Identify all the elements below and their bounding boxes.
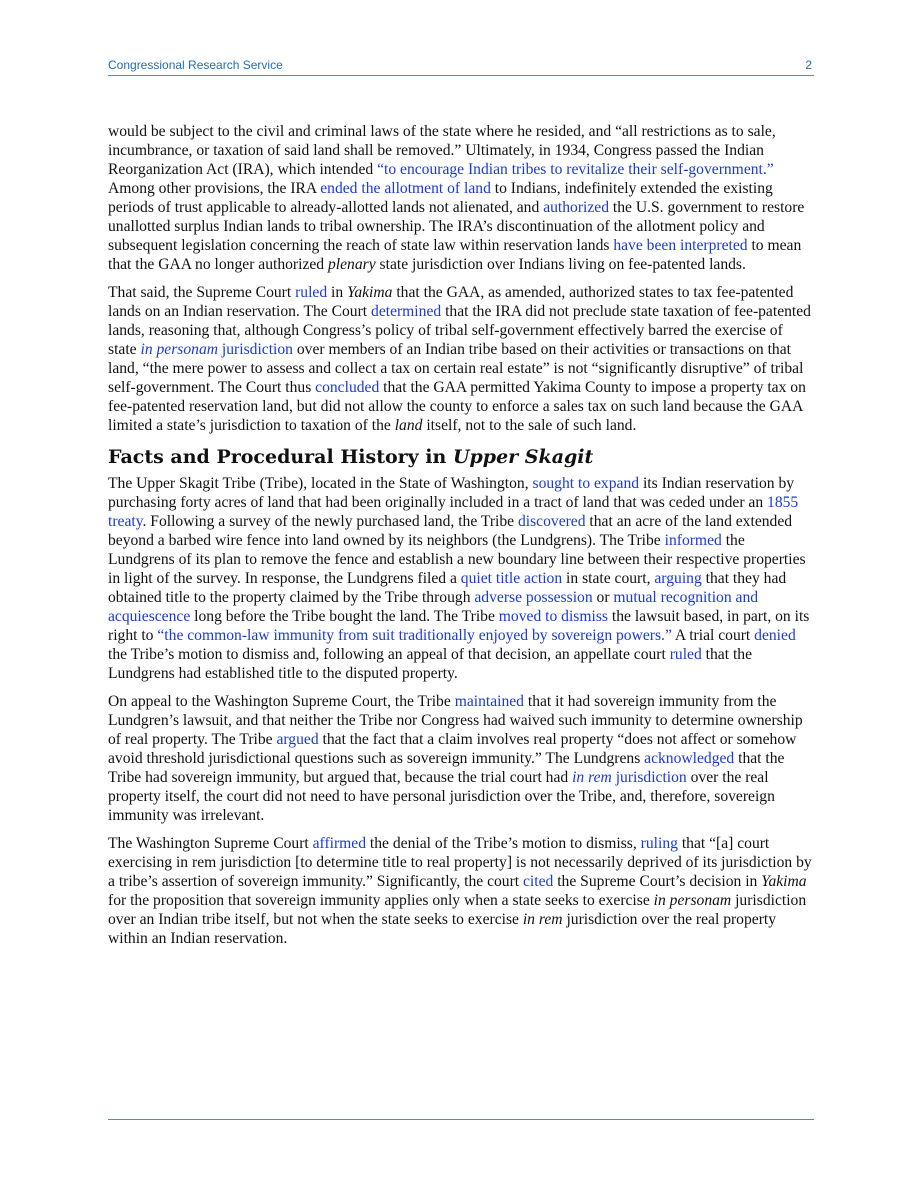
italic-link-text: in personam <box>140 341 219 358</box>
link-argued[interactable]: argued <box>276 731 319 748</box>
text: that the Tribe had sovereign immunity, but argued that, because the trial court had <box>108 750 785 786</box>
heading-italic-text: Upper Skagit <box>452 446 594 468</box>
link-concluded[interactable]: concluded <box>315 379 380 396</box>
link-arguing[interactable]: arguing <box>654 570 702 587</box>
page-header <box>108 58 814 75</box>
text: the denial of the Tribe’s motion to dismiss, <box>366 835 641 852</box>
link-sought-to-expand[interactable]: sought to expand <box>532 475 640 492</box>
paragraph-washington-ruling <box>108 834 814 948</box>
text: for the proposition that sovereign immunity applies only when a state seeks to exercise <box>108 892 654 909</box>
text: The Upper Skagit Tribe (Tribe), located in the State of Washington, <box>108 475 533 492</box>
text: or <box>592 589 614 606</box>
text: over members of an Indian tribe based on their activities or transactions on that land, “the mere power to assess and collect a tax on certain real estate” is not “significantly disruptive” of tribal self-government. The Court thus <box>108 341 804 396</box>
link-affirmed[interactable]: affirmed <box>312 835 367 852</box>
text: itself, not to the sale of such land. <box>422 417 637 434</box>
link-mutual-recognition[interactable]: mutual recognition and acquiescence <box>108 589 759 625</box>
link-cited[interactable]: cited <box>523 873 554 890</box>
link-discovered[interactable]: discovered <box>517 513 586 530</box>
link-common-law-immunity[interactable]: “the common-law immunity from suit traditionally enjoyed by sovereign powers.” <box>157 627 672 644</box>
section-heading <box>108 445 814 469</box>
text: that an acre of the land extended beyond a barbed wire fence into land owned by its neighbors (the Lundgrens). The Tribe <box>108 513 793 549</box>
text: its Indian reservation by purchasing forty acres of land that had been originally included in a tract of land that was ceded under an <box>108 475 795 511</box>
link-adverse-possession[interactable]: adverse possession <box>474 589 593 606</box>
link-acknowledged[interactable]: acknowledged <box>644 750 735 767</box>
text: that the fact that a claim involves real property “does not affect or somehow avoid threshold jurisdictional questions such as sovereign immunity.” The Lundgrens <box>108 731 797 767</box>
text: in <box>327 284 348 301</box>
italic-text: plenary <box>328 256 376 273</box>
link-ruled-appellate[interactable]: ruled <box>669 646 702 663</box>
italic-link-text: in rem <box>572 769 612 786</box>
link-maintained[interactable]: maintained <box>454 693 524 710</box>
header-divider <box>108 75 814 76</box>
text: to Indians, indefinitely extended the existing periods of trust applicable to already-allotted lands not alienated, and <box>108 180 773 216</box>
text: the Tribe’s motion to dismiss and, following an appeal of that decision, an appellate court <box>108 646 670 663</box>
page-number: 2 <box>805 58 812 72</box>
italic-text: in personam <box>653 892 732 909</box>
text: the Supreme Court’s decision in <box>553 873 762 890</box>
text: jurisdiction over the real property within an Indian reservation. <box>108 911 777 947</box>
link-authorized[interactable]: authorized <box>543 199 609 216</box>
text: the Lundgrens of its plan to remove the fence and establish a new boundary line between their respective properties in light of the survey. In response, the Lundgrens filed a <box>108 532 806 587</box>
link-denied[interactable]: denied <box>754 627 796 644</box>
text: in state court, <box>562 570 655 587</box>
text: that the GAA permitted Yakima County to impose a property tax on fee-patented reservation land, but did not allow the county to enforce a sales tax on such land because the GAA limited a state’s jurisdiction to taxation of the <box>108 379 806 434</box>
link-in-rem-jurisdiction[interactable] <box>572 769 687 786</box>
text: over the real property itself, the court did not need to have personal jurisdiction over the Tribe, and, therefore, sovereign immunity was irrelevant. <box>108 769 775 824</box>
text: that it had sovereign immunity from the Lundgren’s lawsuit, and that neither the Tribe nor Congress had waived such immunity to determine ownership of real property. The Tribe <box>108 693 803 748</box>
link-ended-allotment[interactable]: ended the allotment of land <box>320 180 491 197</box>
link-text: jurisdiction <box>218 341 293 358</box>
footer-divider <box>108 1119 814 1120</box>
paragraph-upper-skagit-facts <box>108 474 814 683</box>
link-in-personam-jurisdiction[interactable] <box>140 341 292 358</box>
text: On appeal to the Washington Supreme Court, the Tribe <box>108 693 455 710</box>
text: that the Lundgrens had established title to the disputed property. <box>108 646 752 682</box>
text: state jurisdiction over Indians living on fee-patented lands. <box>375 256 746 273</box>
text: that they had obtained title to the property claimed by the Tribe through <box>108 570 787 606</box>
text: the U.S. government to restore unallotted surplus Indian lands to tribal ownership. The IRA’s discontinuation of the allotment policy and subsequent legislation concerning the reach of state law within reservation lands <box>108 199 805 254</box>
paragraph-washington-appeal <box>108 692 814 825</box>
paragraph-yakima <box>108 283 814 435</box>
text: that “[a] court exercising in rem jurisdiction [to determine title to real property] is not necessarily deprived of its jurisdiction by a tribe’s assertion of sovereign immunity.” Significantly, the court <box>108 835 812 890</box>
italic-text: Yakima <box>761 873 807 890</box>
text: The Washington Supreme Court <box>108 835 313 852</box>
text: A trial court <box>671 627 755 644</box>
link-text: jurisdiction <box>611 769 687 786</box>
link-1855-treaty[interactable]: 1855 treaty <box>108 494 799 530</box>
header-org-name: Congressional Research Service <box>108 58 283 72</box>
link-informed[interactable]: informed <box>664 532 722 549</box>
document-body <box>108 122 814 957</box>
italic-text: Yakima <box>347 284 393 301</box>
text: long before the Tribe bought the land. The Tribe <box>190 608 499 625</box>
link-moved-to-dismiss[interactable]: moved to dismiss <box>498 608 608 625</box>
italic-text: land <box>394 417 423 434</box>
text: Among other provisions, the IRA <box>108 180 321 197</box>
link-determined[interactable]: determined <box>371 303 442 320</box>
link-quiet-title-action[interactable]: quiet title action <box>460 570 563 587</box>
italic-text: in rem <box>522 911 563 928</box>
text: jurisdiction over an Indian tribe itself, but not when the state seeks to exercise <box>108 892 807 928</box>
text: That said, the Supreme Court <box>108 284 296 301</box>
text: would be subject to the civil and criminal laws of the state where he resided, and “all restrictions as to sale, incumbrance, or taxation of said land shall be removed.” Ultimately, in 1934, Congress passed the Indian Reorganization Act (IRA), which intended <box>108 123 776 178</box>
heading-text: Facts and Procedural History in <box>108 446 453 468</box>
link-revitalize-self-government[interactable]: “to encourage Indian tribes to revitalize their self-government.” <box>377 161 774 178</box>
text: that the IRA did not preclude state taxation of fee-patented lands, reasoning that, although Congress’s policy of tribal self-government effectively barred the exercise of state <box>108 303 811 358</box>
link-have-been-interpreted[interactable]: have been interpreted <box>613 237 748 254</box>
text: . Following a survey of the newly purchased land, the Tribe <box>142 513 518 530</box>
paragraph-gaa-ira <box>108 122 814 274</box>
link-ruling[interactable]: ruling <box>640 835 678 852</box>
text: that the GAA, as amended, authorized states to tax fee-patented lands on an Indian reservation. The Court <box>108 284 794 320</box>
text: to mean that the GAA no longer authorized <box>108 237 802 273</box>
link-ruled[interactable]: ruled <box>295 284 328 301</box>
text: the lawsuit based, in part, on its right to <box>108 608 810 644</box>
